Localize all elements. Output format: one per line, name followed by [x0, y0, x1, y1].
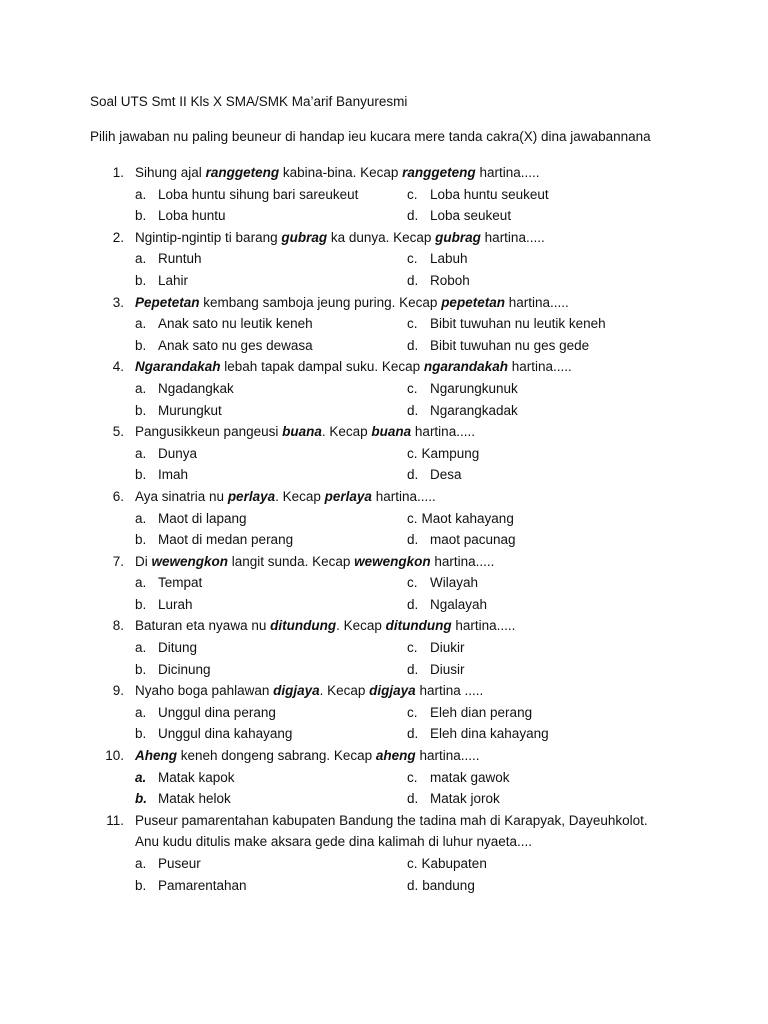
- options-row: [90, 248, 730, 270]
- option-letter: a.: [135, 316, 147, 332]
- option-letter: d.: [407, 661, 419, 677]
- question-line: [90, 292, 730, 314]
- option-text: bandung: [422, 877, 475, 893]
- option-letter: d.: [407, 596, 419, 612]
- question-line: [90, 551, 730, 573]
- answer-option[interactable]: [135, 335, 313, 357]
- question-text: [135, 615, 515, 637]
- option-letter: d.: [407, 791, 419, 807]
- answer-option[interactable]: [407, 572, 478, 594]
- answer-option[interactable]: [407, 637, 465, 659]
- answer-option[interactable]: [135, 378, 234, 400]
- question-number: 6.: [112, 488, 124, 504]
- option-letter: c.: [407, 445, 418, 461]
- question-text-segment: Pangusikkeun pangeusi: [135, 424, 283, 440]
- question-text-segment: . Kecap: [275, 488, 325, 504]
- keyword: perlaya: [227, 488, 276, 504]
- question-text-segment: . Kecap: [321, 424, 372, 440]
- option-letter: a.: [135, 769, 147, 785]
- question-item: [90, 551, 730, 616]
- answer-option[interactable]: [135, 788, 231, 810]
- keyword: wewengkon: [354, 553, 431, 569]
- option-text: Matak kapok: [158, 769, 235, 785]
- question-line: [90, 162, 730, 184]
- question-text-segment: hartina.....: [475, 165, 540, 180]
- question-number: 5.: [112, 424, 124, 440]
- options-row: [90, 853, 730, 875]
- option-text: Eleh dina kahayang: [430, 726, 549, 742]
- option-letter: c.: [407, 510, 418, 526]
- option-letter: a.: [135, 856, 147, 871]
- answer-option[interactable]: [407, 529, 516, 551]
- options-row: [90, 400, 730, 422]
- question-text-segment: keneh dongeng sabrang. Kecap: [177, 748, 376, 764]
- answer-option[interactable]: [407, 270, 470, 292]
- options-row: [90, 659, 730, 681]
- option-letter: a.: [135, 186, 147, 202]
- question-item: [90, 421, 730, 486]
- question-item: [90, 680, 730, 745]
- answer-option[interactable]: [135, 875, 247, 897]
- question-text-segment: kabina-bina. Kecap: [279, 165, 403, 180]
- option-text: Bibit tuwuhan nu leutik keneh: [430, 316, 606, 332]
- option-letter: c.: [407, 856, 418, 871]
- question-text-segment: hartina.....: [451, 618, 516, 634]
- keyword: wewengkon: [151, 553, 229, 569]
- question-item: [90, 486, 730, 551]
- keyword: ngarandakah: [423, 359, 508, 375]
- option-letter: d.: [407, 337, 419, 353]
- answer-option[interactable]: [407, 702, 532, 724]
- option-letter: a.: [135, 575, 147, 591]
- option-letter: c.: [407, 575, 418, 591]
- question-line: [90, 356, 730, 378]
- question-text-segment: hartina.....: [507, 359, 572, 375]
- question-text: [135, 745, 479, 767]
- question-text-segment: hartina.....: [411, 424, 475, 440]
- options-row: [90, 529, 730, 551]
- option-letter: b.: [135, 337, 147, 353]
- question-text-segment: Puseur pamarentahan kabupaten Bandung the tadina mah di Karapyak, Dayeuhkolot.: [135, 812, 648, 828]
- question-item: [90, 745, 730, 810]
- option-text: Bibit tuwuhan nu ges gede: [430, 337, 590, 353]
- option-text: Dicinung: [158, 661, 211, 677]
- option-letter: d.: [407, 208, 419, 224]
- question-text-segment: . Kecap: [319, 683, 370, 699]
- option-text: Ditung: [158, 640, 198, 656]
- option-letter: a.: [135, 251, 147, 267]
- option-text: Roboh: [430, 272, 470, 288]
- question-number: 3.: [112, 294, 124, 310]
- question-number: 9.: [112, 683, 124, 699]
- option-letter: d.: [407, 467, 419, 483]
- option-text: Murungkut: [158, 402, 222, 418]
- option-text: Matak jorok: [430, 791, 500, 807]
- answer-option[interactable]: [407, 248, 468, 270]
- option-text: Dunya: [158, 445, 198, 461]
- keyword: perlaya: [324, 488, 372, 504]
- answer-option[interactable]: [135, 853, 201, 875]
- options-row: [90, 443, 730, 465]
- option-text: Tempat: [158, 575, 203, 591]
- question-list: [90, 162, 730, 896]
- options-row: [90, 508, 730, 530]
- question-text-segment: Baturan eta nyawa nu: [135, 618, 271, 634]
- question-text-segment: ka dunya. Kecap: [327, 229, 436, 245]
- question-text-segment: hartina.....: [371, 488, 436, 504]
- question-line: [90, 810, 730, 832]
- question-number: 11.: [106, 812, 124, 828]
- question-text: [135, 292, 569, 314]
- keyword: buana: [371, 424, 412, 440]
- question-text: [135, 162, 539, 184]
- options-row: [90, 205, 730, 227]
- option-letter: b.: [135, 726, 147, 742]
- keyword: ditundung: [385, 618, 452, 634]
- question-number: 7.: [112, 553, 124, 569]
- question-line: [90, 421, 730, 443]
- options-row: [90, 594, 730, 616]
- question-text-segment: hartina.....: [504, 294, 569, 310]
- option-text: Unggul dina kahayang: [158, 726, 293, 742]
- question-text-segment: . Kecap: [336, 618, 386, 634]
- keyword: ditundung: [270, 618, 337, 634]
- option-letter: c.: [407, 380, 418, 396]
- options-row: [90, 572, 730, 594]
- option-text: Loba huntu sihung bari sareukeut: [158, 186, 359, 202]
- answer-option[interactable]: [135, 659, 211, 681]
- question-text-segment: lebah tapak dampal suku. Kecap: [220, 359, 424, 375]
- answer-option[interactable]: [135, 594, 193, 616]
- question-item: [90, 162, 730, 227]
- answer-option[interactable]: [135, 270, 188, 292]
- keyword: Pepetetan: [135, 294, 200, 310]
- option-letter: a.: [135, 640, 147, 656]
- options-row: [90, 788, 730, 810]
- question-text: [135, 486, 436, 508]
- options-row: [90, 335, 730, 357]
- question-text-segment: Nyaho boga pahlawan: [135, 683, 274, 699]
- question-text: [135, 421, 475, 443]
- option-letter: a.: [135, 704, 147, 720]
- question-line: [90, 831, 730, 853]
- option-text: Wilayah: [430, 575, 479, 591]
- option-letter: d.: [407, 877, 419, 893]
- option-letter: b.: [135, 661, 147, 677]
- question-text-segment: Sihung ajal: [135, 165, 206, 180]
- option-letter: c.: [407, 640, 418, 656]
- options-row: [90, 464, 730, 486]
- option-text: Loba huntu: [158, 208, 226, 224]
- option-letter: b.: [135, 877, 147, 893]
- option-text: Puseur: [158, 856, 201, 871]
- option-text: maot pacunag: [430, 532, 516, 548]
- option-letter: b.: [135, 596, 147, 612]
- options-row: [90, 313, 730, 335]
- option-text: Unggul dina perang: [158, 704, 276, 720]
- option-letter: b.: [135, 467, 147, 483]
- option-text: Anak sato nu ges dewasa: [158, 337, 313, 353]
- keyword: pepetetan: [441, 294, 505, 310]
- answer-option[interactable]: [407, 788, 500, 810]
- option-letter: b.: [135, 402, 147, 418]
- question-text-segment: hartina.....: [430, 553, 495, 569]
- question-line: [90, 227, 730, 249]
- keyword: Ngarandakah: [135, 359, 221, 375]
- option-text: Imah: [158, 467, 189, 483]
- question-text-segment: hartina .....: [415, 683, 484, 699]
- answer-option[interactable]: [135, 767, 235, 789]
- option-letter: c.: [407, 704, 418, 720]
- answer-option[interactable]: [135, 572, 202, 594]
- question-item: [90, 810, 730, 896]
- question-text-segment: kembang samboja jeung puring. Kecap: [199, 294, 442, 310]
- option-text: Loba huntu seukeut: [430, 186, 549, 202]
- option-text: Labuh: [430, 251, 468, 267]
- answer-option[interactable]: [135, 205, 226, 227]
- option-text: Lahir: [158, 272, 189, 288]
- answer-option[interactable]: [407, 723, 549, 745]
- answer-option[interactable]: [407, 400, 518, 422]
- answer-option[interactable]: [407, 594, 487, 616]
- keyword: buana: [282, 424, 322, 440]
- option-letter: b.: [135, 272, 147, 288]
- option-text: Matak helok: [158, 791, 231, 807]
- answer-option[interactable]: [407, 443, 479, 465]
- option-letter: c.: [407, 251, 418, 267]
- answer-option[interactable]: [407, 853, 487, 875]
- option-text: Ngalayah: [430, 596, 488, 612]
- option-letter: b.: [135, 791, 147, 807]
- option-text: Loba seukeut: [430, 208, 512, 224]
- option-text: Maot di lapang: [158, 510, 247, 526]
- question-text-continued: Anu kudu ditulis make aksara gede dina kalimah di luhur nyaeta....: [135, 834, 532, 850]
- question-number: 10.: [105, 748, 124, 764]
- option-text: Anak sato nu leutik keneh: [158, 316, 313, 332]
- answer-option[interactable]: [135, 637, 197, 659]
- question-line: [90, 486, 730, 508]
- option-text: Pamarentahan: [158, 877, 247, 893]
- answer-option[interactable]: [407, 767, 510, 789]
- question-text: [135, 356, 572, 378]
- question-line: [90, 615, 730, 637]
- option-text: Kampung: [421, 445, 480, 461]
- option-letter: d.: [407, 726, 419, 742]
- option-text: Ngarungkunuk: [430, 380, 518, 396]
- question-number: 2.: [112, 229, 124, 245]
- option-text: Ngarangkadak: [430, 402, 518, 418]
- option-letter: d.: [407, 402, 419, 418]
- options-row: [90, 637, 730, 659]
- keyword: Aheng: [135, 748, 177, 764]
- question-number: 8.: [112, 618, 124, 634]
- question-item: [90, 615, 730, 680]
- option-letter: d.: [407, 532, 419, 548]
- answer-option[interactable]: [135, 508, 247, 530]
- option-letter: a.: [135, 510, 147, 526]
- question-number: 1.: [112, 165, 124, 180]
- answer-option[interactable]: [407, 205, 511, 227]
- answer-option[interactable]: [407, 508, 514, 530]
- question-line: [90, 680, 730, 702]
- option-text: Desa: [430, 467, 462, 483]
- option-letter: d.: [407, 272, 419, 288]
- question-item: [90, 292, 730, 357]
- option-letter: c.: [407, 186, 418, 202]
- question-text-segment: hartina.....: [480, 229, 545, 245]
- question-text: [135, 810, 648, 832]
- question-number: 4.: [112, 359, 124, 375]
- answer-option[interactable]: [135, 184, 358, 206]
- option-text: matak gawok: [430, 769, 510, 785]
- question-text-segment: hartina.....: [415, 748, 480, 764]
- option-letter: a.: [135, 380, 147, 396]
- keyword: aheng: [375, 748, 416, 764]
- keyword: digjaya: [369, 683, 416, 699]
- question-text: [135, 551, 494, 573]
- option-text: Maot kahayang: [421, 510, 514, 526]
- question-item: [90, 356, 730, 421]
- options-row: [90, 702, 730, 724]
- option-text: Diukir: [430, 640, 465, 656]
- option-letter: c.: [407, 316, 418, 332]
- options-row: [90, 184, 730, 206]
- answer-option[interactable]: [135, 702, 276, 724]
- answer-option[interactable]: [135, 723, 292, 745]
- answer-option[interactable]: [407, 875, 475, 897]
- answer-option[interactable]: [135, 313, 313, 335]
- keyword: ranggeteng: [402, 165, 476, 180]
- question-text-segment: Di: [135, 553, 152, 569]
- answer-option[interactable]: [407, 313, 606, 335]
- option-letter: c.: [407, 769, 418, 785]
- option-text: Lurah: [158, 596, 193, 612]
- options-row: [90, 378, 730, 400]
- option-text: Eleh dian perang: [430, 704, 533, 720]
- answer-option[interactable]: [135, 464, 188, 486]
- keyword: gubrag: [281, 229, 328, 245]
- answer-option[interactable]: [135, 529, 293, 551]
- answer-option[interactable]: [407, 378, 518, 400]
- option-letter: b.: [135, 208, 147, 224]
- answer-option[interactable]: [407, 184, 549, 206]
- question-text-segment: Aya sinatria nu: [135, 488, 228, 504]
- options-row: [90, 767, 730, 789]
- answer-option[interactable]: [407, 464, 462, 486]
- answer-option[interactable]: [135, 400, 222, 422]
- answer-option[interactable]: [135, 443, 197, 465]
- options-row: [90, 723, 730, 745]
- option-letter: a.: [135, 445, 147, 461]
- option-text: Diusir: [430, 661, 465, 677]
- option-text: Kabupaten: [421, 856, 487, 871]
- answer-option[interactable]: [135, 248, 202, 270]
- options-row: [90, 270, 730, 292]
- keyword: ranggeteng: [205, 165, 280, 180]
- question-text: [135, 680, 483, 702]
- options-row: [90, 875, 730, 897]
- question-item: [90, 227, 730, 292]
- instruction-text: Pilih jawaban nu paling beuneur di handap ieu kucara mere tanda cakra(X) dina jawabannana: [90, 129, 651, 144]
- question-text-segment: Ngintip-ngintip ti barang: [135, 229, 282, 245]
- answer-option[interactable]: [407, 659, 465, 681]
- option-text: Maot di medan perang: [158, 532, 294, 548]
- option-letter: b.: [135, 532, 147, 548]
- option-text: Ngadangkak: [158, 380, 234, 396]
- question-text: [135, 227, 545, 249]
- option-text: Runtuh: [158, 251, 202, 267]
- answer-option[interactable]: [407, 335, 589, 357]
- keyword: gubrag: [435, 229, 481, 245]
- keyword: digjaya: [273, 683, 320, 699]
- question-text-segment: langit sunda. Kecap: [228, 553, 355, 569]
- document-title: Soal UTS Smt II Kls X SMA/SMK Ma’arif Banyuresmi: [90, 94, 408, 109]
- question-line: [90, 745, 730, 767]
